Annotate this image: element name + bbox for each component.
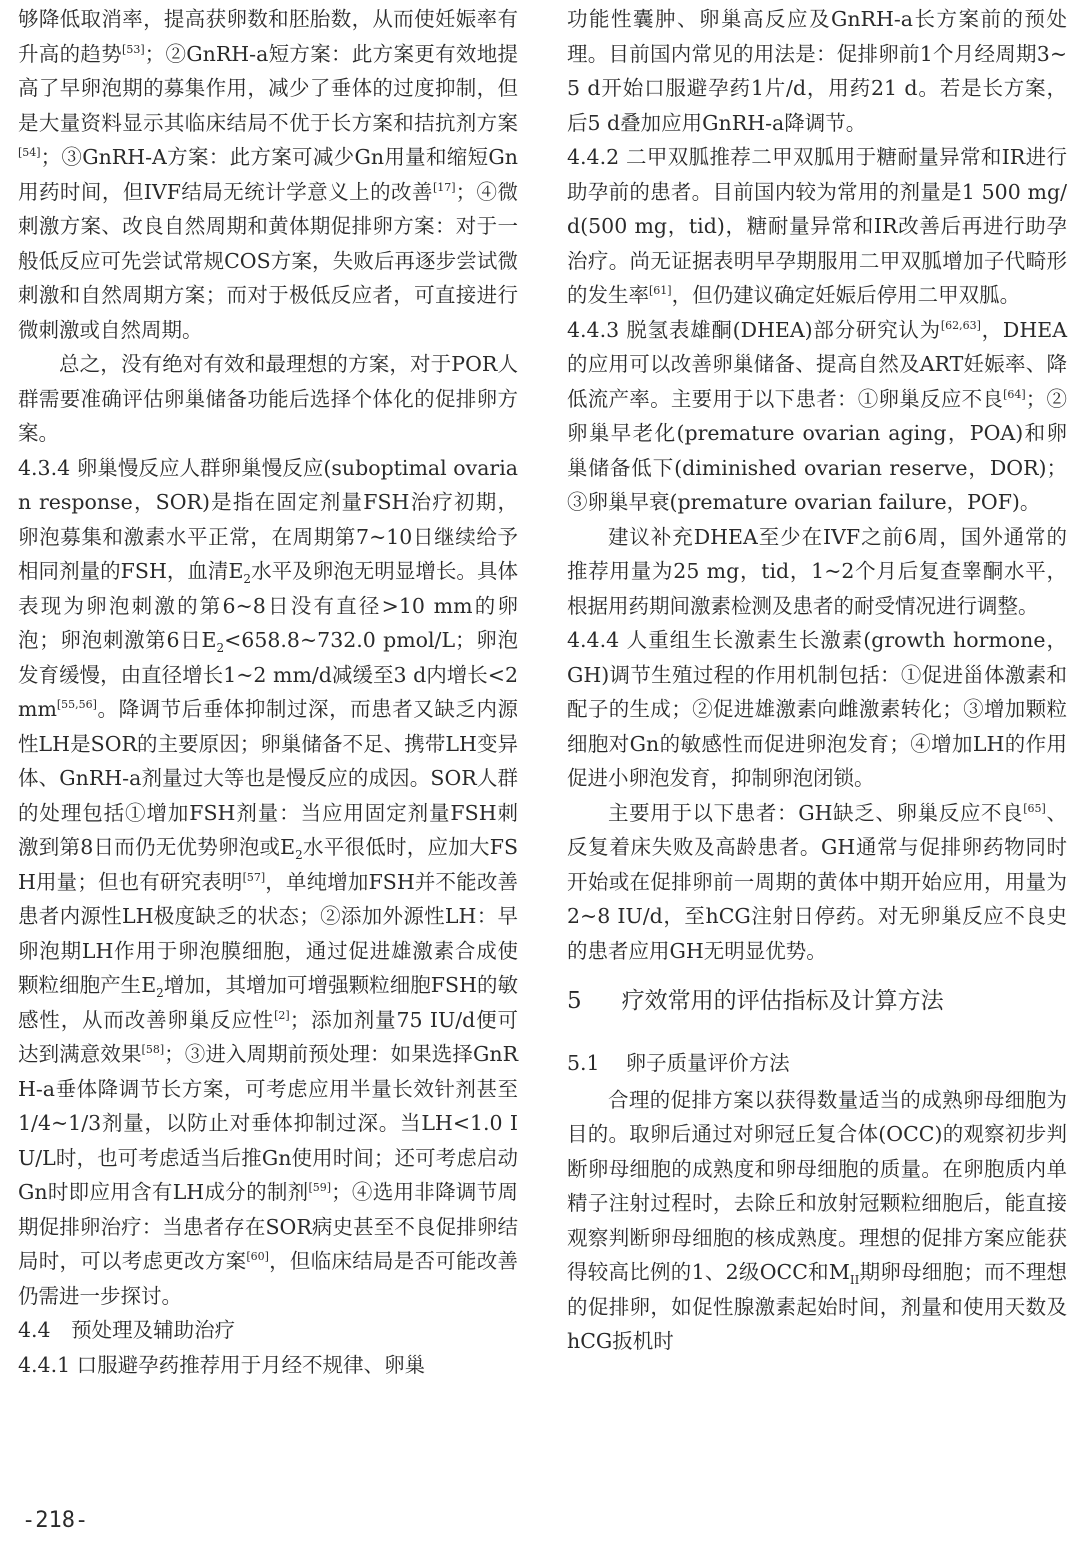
paragraph: 功能性囊肿、卵巢高反应及GnRH-a长方案前的预处理。目前国内常见的用法是：促排卵前1个月经周期3~5 d开始口服避孕药1片/d，用药21 d。若是长方案，后5 d叠加应用GnRH-a降调节。 xyxy=(567,7,1067,135)
section-4-4-heading: 4.4 预处理及辅助治疗 xyxy=(18,1318,236,1342)
paragraph: 合理的促排方案以获得数量适当的成熟卵母细胞为目的。取卵后通过对卵冠丘复合体(OCC)的观察初步判断卵母细胞的成熟度和卵母细胞的质量。在卵胞质内单精子注射过程时，去除丘和放射冠颗粒细胞后，能直接观察判断卵母细胞的核成熟度。理想的促排方案应能获得较高比例的1、2级OCC和$M_{II}$期卵母细胞；而不理想的促排卵，如促性腺激素起始时间，剂量和使用天数及hCG扳机时 xyxy=(567,1087,1067,1353)
section-4-4-4: 4.4.4 人重组生长激素生长激素(growth hormone，GH)调节生殖过程的作用机制包括：①促进甾体激素和配子的生成；②促进雄激素向雌激素转化；③增加颗粒细胞对Gn的敏感性而促进卵泡发育；④增加LH的作用促进小卵泡发育，抑制卵泡闭锁。 xyxy=(567,628,1067,790)
page-number: -218- xyxy=(22,1508,89,1533)
section-4-4-2: 4.4.2 二甲双胍推荐二甲双胍用于糖耐量异常和IR进行助孕前的患者。目前国内较为常用的剂量是1 500 mg/d(500 mg，tid)，糖耐量异常和IR改善后再进行助孕治疗。尚无证据表明早孕期服用二甲双胍增加子代畸形的发生率[61]，但仍建议确定妊娠后停用二甲双胍。 xyxy=(567,145,1067,307)
section-4-4-3: 4.4.3 脱氢表雄酮(DHEA)部分研究认为[62,63]，DHEA的应用可以改善卵巢储备、提高自然及ART妊娠率、降低流产率。主要用于以下患者：①卵巢反应不良[64]；②卵巢早老化(premature ovarian aging，POA)和卵巢储备低下(diminished ovarian reserve，DOR)；③卵巢早衰(premature ovarian failure，POF)。 xyxy=(567,317,1068,514)
paragraph: 够降低取消率，提高获卵数和胚胎数，从而使妊娠率有升高的趋势[53]；②GnRH-a短方案：此方案更有效地提高了早卵泡期的募集作用，减少了垂体的过度抑制，但是大量资料显示其临床结局不优于长方案和拮抗剂方案[54]；③GnRH-A方案：此方案可减少Gn用量和缩短Gn用药时间，但IVF结局无统计学意义上的改善[17]；④微刺激方案、改良自然周期和黄体期促排卵方案：对于一般低反应可先尝试常规COS方案，失败后再逐步尝试微刺激和自然周期方案；而对于极低反应者，可直接进行微刺激或自然周期。 xyxy=(18,7,518,342)
section-5-heading: 5 疗效常用的评估指标及计算方法 xyxy=(567,988,944,1014)
right-column xyxy=(567,2,1067,1359)
left-column xyxy=(18,2,518,1382)
paragraph: 主要用于以下患者：GH缺乏、卵巢反应不良[65]、反复着床失败及高龄患者。GH通常与促排卵药物同时开始或在促排卵前一周期的黄体中期开始应用，用量为2~8 IU/d，至hCG注射日停药。对无卵巢反应不良史的患者应用GH无明显优势。 xyxy=(567,800,1067,963)
section-4-4-1: 4.4.1 口服避孕药推荐用于月经不规律、卵巢 xyxy=(18,1352,426,1377)
paragraph: 总之，没有绝对有效和最理想的方案，对于POR人群需要准确评估卵巢储备功能后选择个体化的促排卵方案。 xyxy=(18,352,518,445)
paragraph: 建议补充DHEA至少在IVF之前6周，国外通常的推荐用量为25 mg，tid，1~2个月后复查睾酮水平，根据用药期间激素检测及患者的耐受情况进行调整。 xyxy=(567,524,1067,618)
section-4-3-4: 4.3.4 卵巢慢反应人群卵巢慢反应(suboptimal ovarian response，SOR)是指在固定剂量FSH治疗初期，卵泡募集和激素水平正常，在周期第7~10日继续给予相同剂量的FSH，血清$E_2$水平及卵泡无明显增长。具体表现为卵泡刺激的第6~8日没有直径>10 mm的卵泡；卵泡刺激第6日$E_2<658.8\sim 732.0$ pmol/L；卵泡发育缓慢，由直径增长1~2 mm/d减缓至3 d内增长<2 mm[55,56]。降调节后垂体抑制过深，而患者又缺乏内源性LH是SOR的主要原因；卵巢储备不足、携带LH变异体、GnRH-a剂量过大等也是慢反应的成因。SOR人群的处理包括①增加FSH剂量：当应用固定剂量FSH刺激到第8日而仍无优势卵泡或$E_2$水平很低时，应加大FSH用量；但也有研究表明[57]，单纯增加FSH并不能改善患者内源性LH极度缺乏的状态；②添加外源性LH：早卵泡期LH作用于卵泡膜细胞，通过促进雄激素合成使颗粒细胞产生$E_2$增加，其增加可增强颗粒细胞FSH的敏感性，从而改善卵巢反应性[2]；添加剂量75 IU/d便可达到满意效果[58]；③进入周期前预处理：如果选择GnRH-a垂体降调节长方案，可考虑应用半量长效针剂甚至1/4~1/3剂量，以防止对垂体抑制过深。当LH<1.0 IU/L时，也可考虑适当后推Gn使用时间；还可考虑启动Gn时即应用含有LH成分的制剂[59]；④选用非降调节周期促排卵治疗：当患者存在SOR病史甚至不良促排卵结局时，可以考虑更改方案[60]，但临床结局是否可能改善仍需进一步探讨。 xyxy=(18,455,519,1308)
section-5-1-heading: 5.1 卵子质量评价方法 xyxy=(567,1051,790,1075)
